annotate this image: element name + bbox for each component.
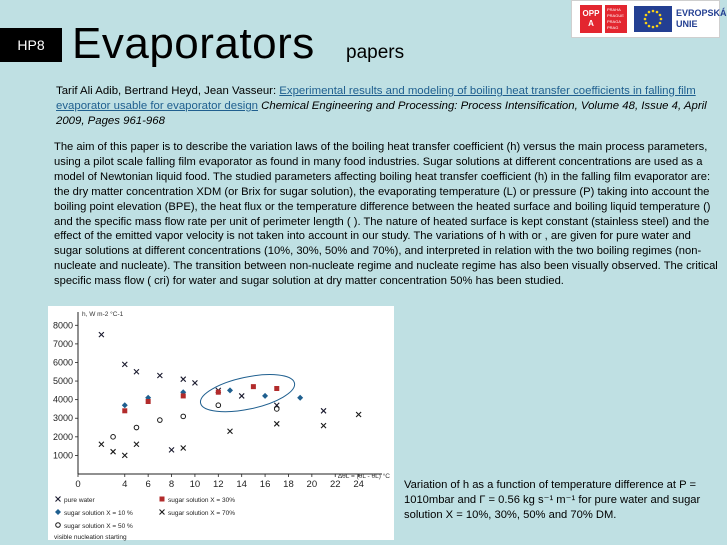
chart-point-series-2 (274, 386, 279, 391)
chart-point-series-0 (134, 369, 139, 374)
legend-marker (56, 523, 61, 528)
chart-point-series-3 (111, 435, 116, 440)
chart-point-series-0 (122, 362, 127, 367)
x-tick-label: 24 (353, 479, 364, 490)
opp-logo (580, 5, 602, 33)
legend-marker (56, 497, 61, 502)
eu-text-line1: EVROPSKÁ (676, 8, 727, 18)
x-tick-label: 6 (145, 479, 151, 490)
chart-point-series-4 (134, 442, 139, 447)
legend-label: sugar solution X = 70% (168, 510, 236, 517)
eu-logo-text (676, 8, 727, 30)
chart-point-series-0 (99, 332, 104, 337)
x-tick-label: 20 (306, 479, 318, 490)
chart-point-series-4 (321, 423, 326, 428)
chart-point-series-3 (216, 403, 221, 408)
citation-authors: Tarif Ali Adib, Bertrand Heyd, Jean Vasseur: (56, 85, 280, 97)
cluster-ellipse (197, 368, 298, 419)
chart-point-series-3 (158, 418, 163, 423)
chart-svg (48, 306, 394, 540)
sponsor-logos (571, 0, 727, 38)
x-tick-label: 0 (75, 479, 81, 490)
chart-point-series-4 (181, 445, 186, 450)
eu-text-line2: UNIE (676, 19, 698, 29)
x-tick-label: 22 (329, 479, 341, 490)
chart-figure (48, 306, 394, 540)
abstract-text: The aim of this paper is to describe the variation laws of the boiling heat transfer coefficient (h) versus the main process parameters, using a pilot scale falling film evaporator as found in many food industries. Sugar solutions at different concentrations are used as a model of Newtonian liquid food. The studied parameters affecting boiling heat transfer coefficient (h) in the falling film evaporator are: the dry matter concentration XDM (or Brix for sugar solution), the evaporating temperature (L) or pressure (P) taking into account the boiling point elevation (BPE), the heat flux or the temperature difference between the heated surface and boiling liquid temperature () and the specific mass flow rate per unit of perimeter length ( ). The nature of heated surface is kept constant (stainless steel) and the effect of the emitted vapor velocity is not taken into account in our study. The variations of h with or , are given for pure water and sugar solutions at different concentrations (10%, 30%, 50% and 70%), and interpreted in relation with the two boiling regimes (non-nucleate and nucleate). The transition between non-nucleate regime and nucleate regime has also been visually observed. The critical specific mass flow ( cri) for water and sugar solution at dry matter concentration 50% has been studied. (54, 141, 718, 288)
chart-point-series-4 (99, 442, 104, 447)
y-tick-label: 5000 (52, 376, 73, 387)
slide-subtitle: papers (346, 42, 405, 63)
x-axis-label: ΔθL = (θL - θL) °C (337, 473, 390, 480)
opp-logo-bottom: A (588, 19, 594, 28)
citation (56, 84, 716, 129)
chart-point-series-4 (274, 421, 279, 426)
y-tick-label: 6000 (52, 357, 73, 368)
nucleation-annotation: visible nucleation starting (54, 534, 127, 541)
chart-point-series-2 (251, 384, 256, 389)
y-tick-label: 2000 (52, 431, 73, 442)
chart-point-series-4 (122, 453, 127, 458)
y-tick-label: 1000 (52, 450, 73, 461)
legend-label: sugar solution X = 50 % (64, 523, 133, 530)
slide-badge: HP8 (0, 28, 62, 62)
chart-point-series-3 (181, 414, 186, 419)
chart-point-series-4 (111, 449, 116, 454)
x-tick-label: 14 (236, 479, 247, 490)
legend-label: sugar solution X = 30% (168, 497, 236, 504)
chart-point-series-3 (274, 407, 279, 412)
x-tick-label: 10 (189, 479, 201, 490)
y-axis-label: h, W m-2 °C-1 (82, 311, 124, 318)
chart-point-series-0 (321, 408, 326, 413)
chart-point-series-1 (262, 393, 268, 399)
legend-label: pure water (64, 497, 95, 504)
eu-flag-icon (634, 6, 672, 32)
y-tick-label: 8000 (52, 320, 73, 331)
chart-point-series-4 (228, 429, 233, 434)
chart-point-series-1 (122, 402, 128, 408)
opp-logo-top: OPP (582, 9, 600, 18)
slide-title: Evaporators (72, 19, 315, 68)
y-tick-label: 4000 (52, 394, 73, 405)
chart-point-series-4 (356, 412, 361, 417)
paper-link[interactable]: Experimental results and modeling of boiling heat transfer coefficients in falling film evaporator usable for evaporator design (56, 85, 696, 112)
chart-point-series-2 (181, 393, 186, 398)
chart-point-series-1 (227, 387, 233, 393)
y-tick-label: 7000 (52, 338, 73, 349)
x-tick-label: 16 (259, 479, 271, 490)
chart-point-series-0 (192, 380, 197, 385)
chart-point-series-3 (134, 425, 139, 430)
citation-journal: Chemical Engineering and Processing: Process Intensification (258, 100, 575, 112)
legend-marker (160, 497, 165, 502)
figure-caption: Variation of h as a function of temperature difference at P = 1010mbar and Γ = 0.56 kg s⁻¹ m⁻¹ for pure water and sugar solution X = 10%, 30%, 50% and 70% DM. (404, 479, 701, 521)
chart-point-series-1 (297, 395, 303, 401)
legend-marker (55, 509, 61, 515)
chart-point-series-0 (169, 447, 174, 452)
citation-volume: , Volume 48, Issue 4, April 2009, Pages 961-968 (56, 100, 707, 127)
chart-point-series-0 (181, 377, 186, 382)
chart-point-series-2 (216, 390, 221, 395)
praha-logo: PRAHA PRAGUE PRAGA PRAG (605, 5, 627, 33)
legend-label: sugar solution X = 10 % (64, 510, 133, 517)
x-tick-label: 12 (213, 479, 224, 490)
x-tick-label: 4 (122, 479, 128, 490)
chart-point-series-0 (239, 393, 244, 398)
chart-point-series-0 (157, 373, 162, 378)
chart-point-series-2 (122, 408, 127, 413)
chart-point-series-2 (146, 399, 151, 404)
y-tick-label: 3000 (52, 413, 73, 424)
x-tick-label: 18 (283, 479, 294, 490)
x-tick-label: 8 (168, 479, 175, 490)
legend-marker (160, 510, 165, 515)
